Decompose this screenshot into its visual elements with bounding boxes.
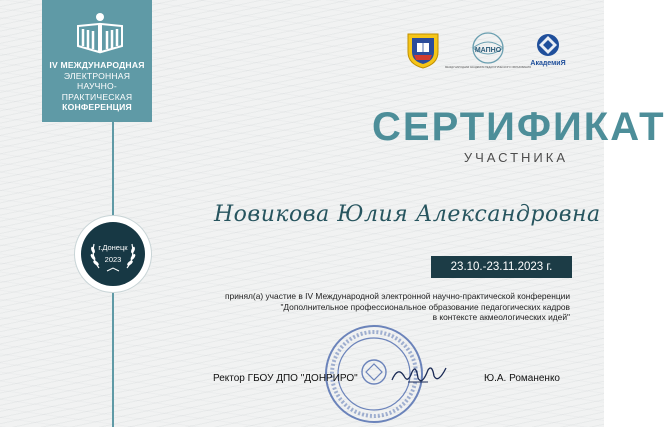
conference-title — [42, 60, 152, 113]
certificate-subtitle: УЧАСТНИКА — [463, 150, 568, 165]
signatory-name: Ю.А. Романенко — [484, 373, 560, 384]
seal-disc — [81, 222, 145, 286]
akademiya-logo-icon — [527, 30, 569, 70]
mapno-logo-icon — [444, 30, 532, 70]
conference-title-line1: IV МЕЖДУНАРОДНАЯ — [49, 60, 145, 70]
open-book-icon — [74, 12, 126, 56]
seal-city: г.Донецк — [98, 243, 128, 252]
city-seal — [75, 216, 151, 292]
participation-line3: в контексте акмеологических идей" — [432, 312, 570, 323]
conference-dates: 23.10.-23.11.2023 г. — [431, 256, 572, 278]
conference-title-line3: НАУЧНО-ПРАКТИЧЕСКАЯ — [61, 81, 133, 102]
gbou-dpo-donriro-emblem-icon — [405, 30, 441, 70]
participation-line1: принял(а) участие в IV Международной электронной научно-практической конференции — [225, 291, 570, 301]
conference-title-line2: ЭЛЕКТРОННАЯ — [63, 70, 131, 81]
participation-text — [222, 291, 570, 323]
recipient-name: Новикова Юлия Александровна — [214, 202, 601, 227]
akademiya-logo-text: АкадемиЯ — [530, 60, 566, 67]
laurel-wreath-icon — [81, 222, 145, 286]
signatory-position: Ректор ГБОУ ДПО "ДОНРИРО" — [213, 373, 358, 384]
signature-mark — [388, 362, 450, 390]
participation-line2: "Дополнительное профессиональное образование педагогических кадров — [280, 301, 570, 312]
mapno-logo-caption: МЕЖДУНАРОДНАЯ АКАДЕМИЯ ПЕДАГОГИЧЕСКОГО ОБРАЗОВАНИЯ — [444, 66, 532, 69]
seal-year: 2023 — [104, 255, 122, 264]
conference-title-line4: КОНФЕРЕНЦИЯ — [62, 102, 132, 112]
mapno-logo-text: МАПНО — [474, 47, 502, 54]
certificate-title: СЕРТИФИКАТ — [372, 105, 666, 149]
